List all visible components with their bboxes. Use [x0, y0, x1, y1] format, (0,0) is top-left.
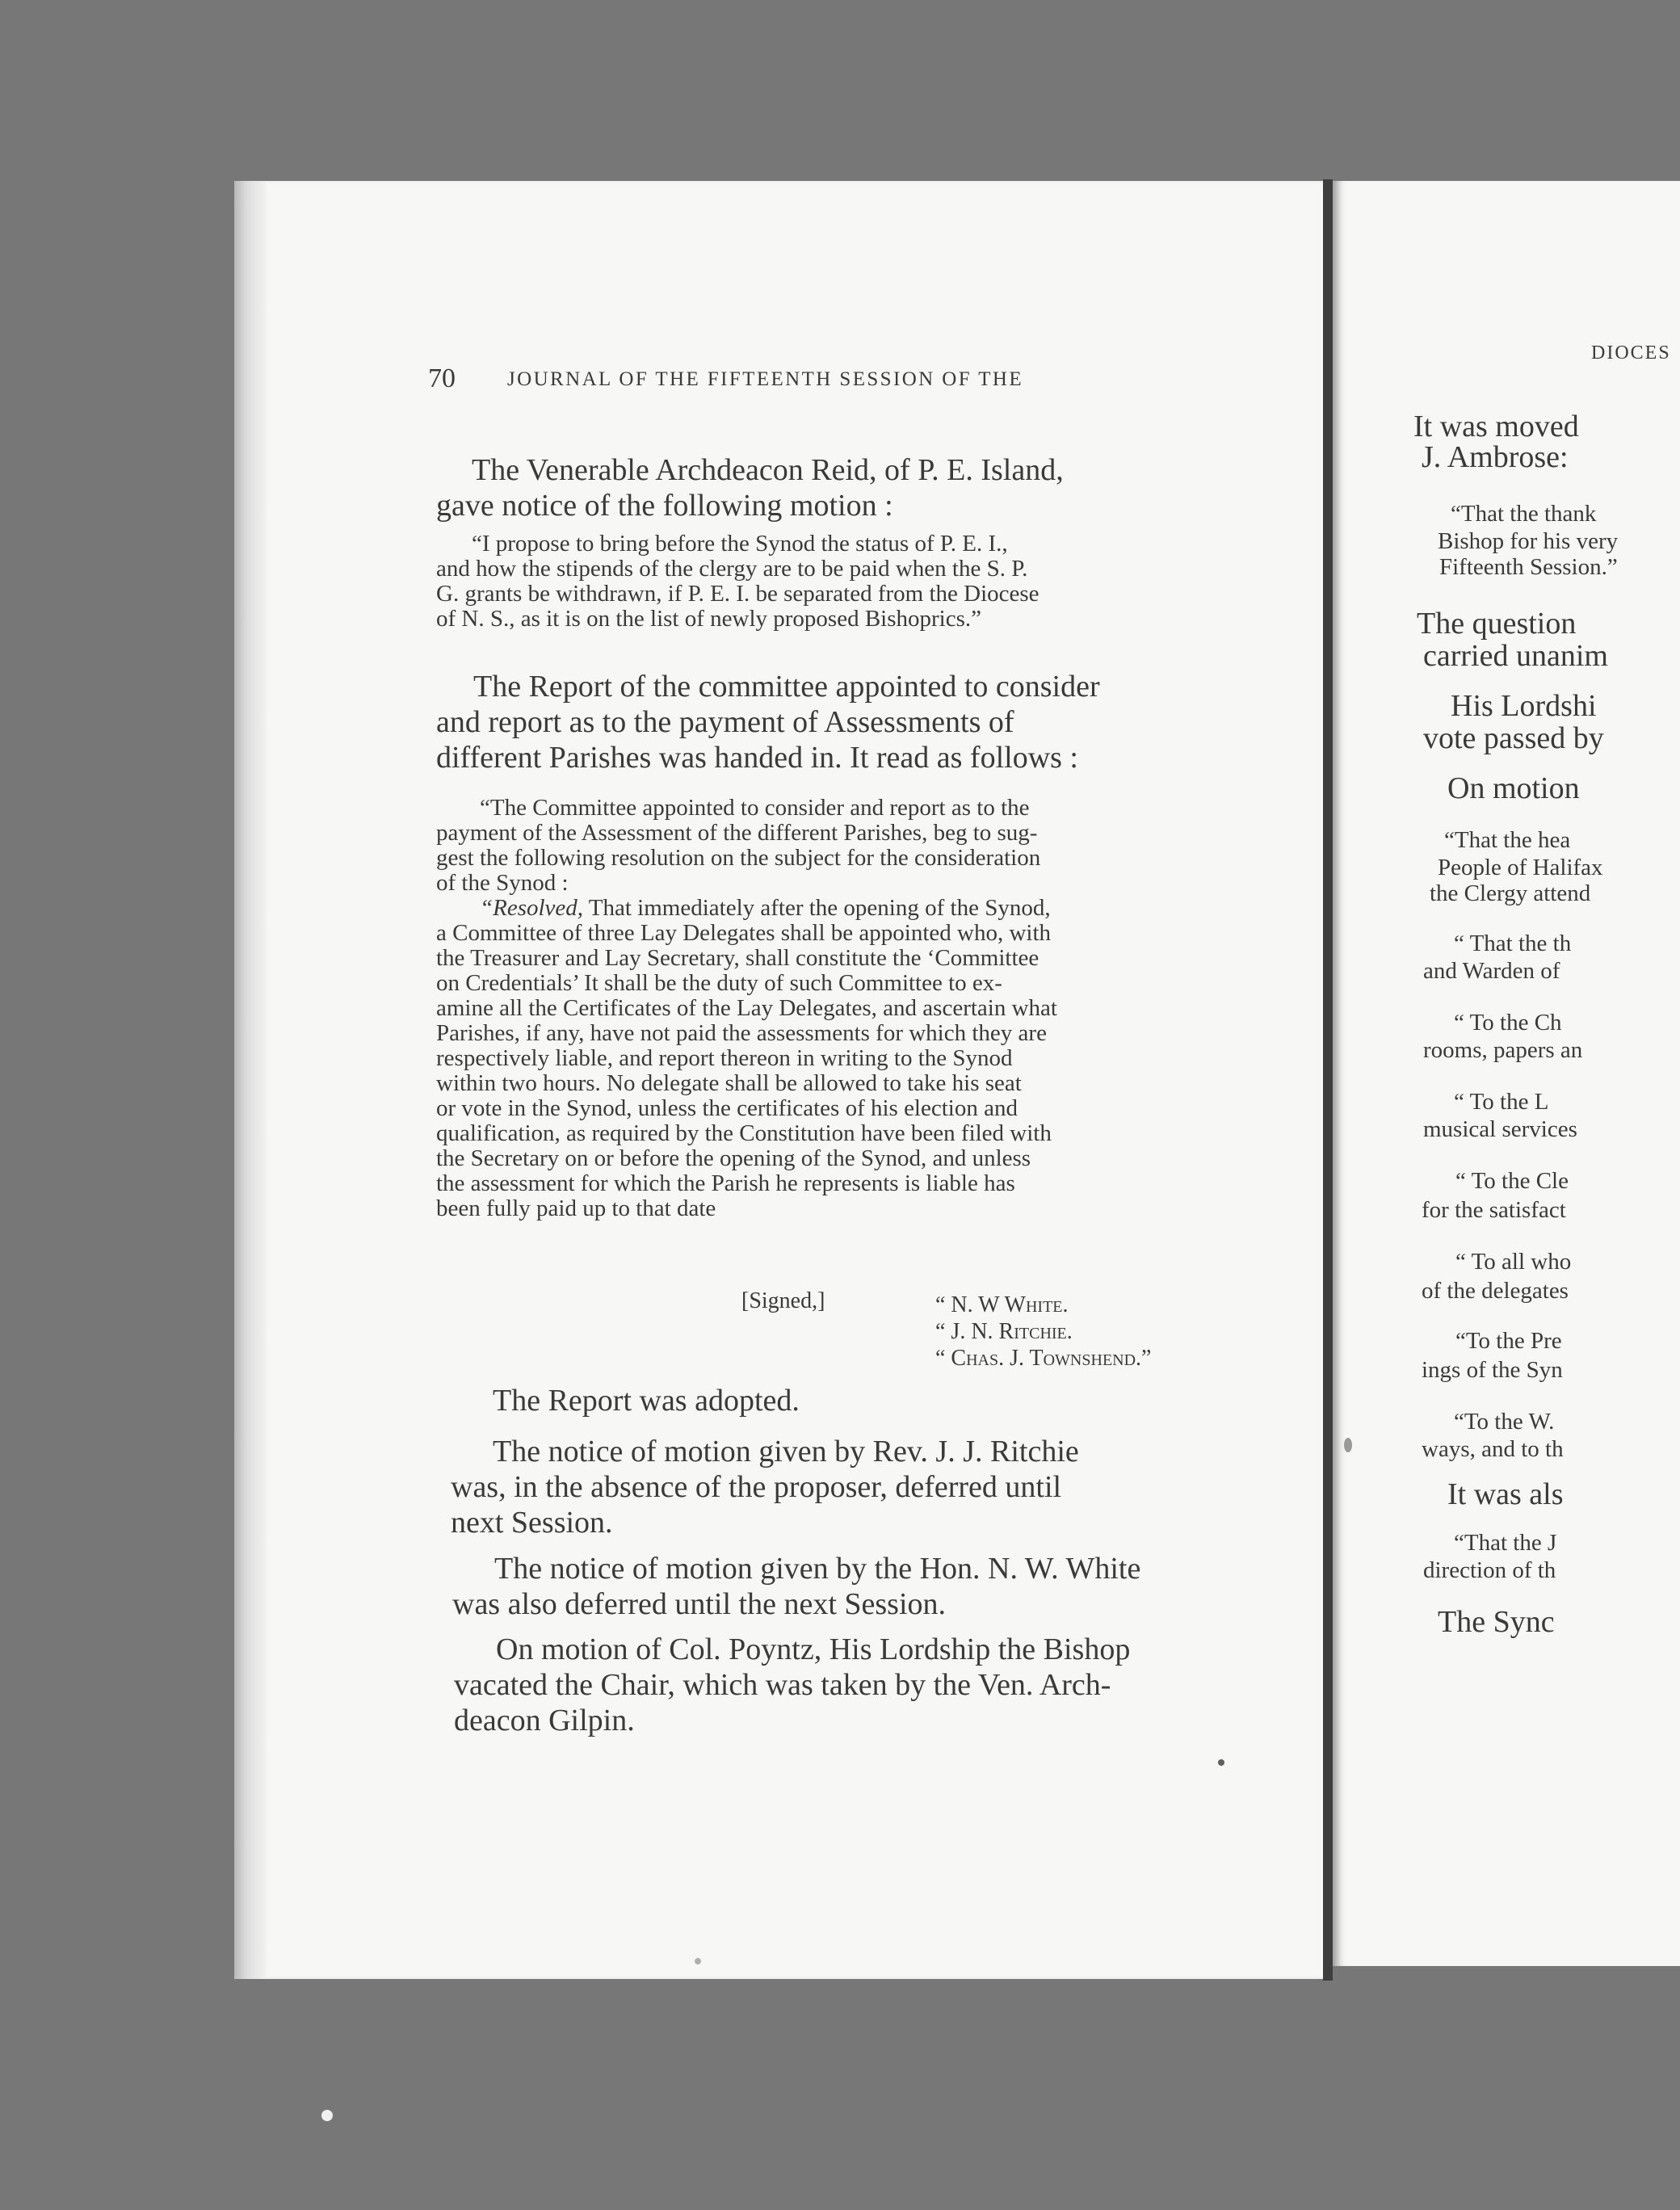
right-page-line: “ To the Cle	[1455, 1168, 1569, 1194]
text-line: and report as to the payment of Assessments of	[436, 705, 1014, 739]
resolved-first-line	[436, 896, 1218, 921]
right-page-line: direction of th	[1423, 1557, 1556, 1583]
right-page-line: “That the hea	[1444, 827, 1571, 853]
text-line: amine all the Certificates of the Lay Delegates, and ascertain what	[436, 995, 1057, 1021]
paragraph-bishop-vacated	[454, 1632, 1241, 1738]
signatory: “ J. N. Ritchie.	[935, 1319, 1073, 1344]
text-line: gest the following resolution on the subject for the consideration	[436, 845, 1041, 871]
text-line: or vote in the Synod, unless the certificates of his election and	[436, 1095, 1018, 1121]
text-line: qualification, as required by the Constitution have been filed with	[436, 1120, 1052, 1146]
text-line: within two hours. No delegate shall be allowed to take his seat	[436, 1070, 1022, 1096]
right-page-line: “To the Pre	[1455, 1328, 1562, 1354]
right-page-line: People of Halifax	[1438, 855, 1603, 880]
text-line: of the Synod :	[436, 870, 569, 896]
right-page-line: “That the thank	[1451, 501, 1597, 527]
right-page-line: “To the W.	[1454, 1409, 1555, 1435]
text-line: That immediately after the opening of the Synod,	[583, 895, 1051, 921]
text-line: different Parishes was handed in. It read as follows :	[436, 741, 1078, 775]
text-line: payment of the Assessment of the different Parishes, beg to sug-	[436, 820, 1038, 846]
text-line: vacated the Chair, which was taken by the Ven. Arch-	[454, 1668, 1111, 1702]
right-page-line: It was moved	[1413, 410, 1579, 443]
right-page-line: “ That the th	[1454, 931, 1572, 956]
text-line: a Committee of three Lay Delegates shall be appointed who, with	[436, 920, 1052, 946]
text-line: next Session.	[451, 1506, 613, 1540]
right-page-line: carried unanim	[1423, 639, 1608, 673]
dust-speck	[321, 2110, 333, 2121]
text-line: The Venerable Archdeacon Reid, of P. E. Island,	[472, 453, 1064, 487]
right-page-line: “ To all who	[1455, 1249, 1572, 1275]
right-page-line: His Lordshi	[1451, 689, 1597, 723]
text-line: The Report of the committee appointed to consider	[473, 670, 1100, 704]
text-line: the Secretary on or before the opening of the Synod, and unless	[436, 1145, 1031, 1171]
right-page-line: J. Ambrose:	[1422, 440, 1569, 474]
right-page-line: It was als	[1447, 1477, 1564, 1511]
text-line: and how the stipends of the clergy are to be paid when the S. P.	[436, 556, 1028, 582]
right-page	[1333, 181, 1680, 1966]
signed-label: [Signed,]	[741, 1288, 825, 1313]
right-page-line: and Warden of	[1423, 958, 1560, 984]
dust-speck	[1344, 1438, 1352, 1452]
right-page-line: The Sync	[1438, 1605, 1555, 1639]
paragraph-report-handed-in	[436, 669, 1212, 775]
right-page-line: “ To the Ch	[1454, 1010, 1562, 1036]
text-line: respectively liable, and report thereon in writing to the Synod	[436, 1045, 1013, 1071]
text-line: the Treasurer and Lay Secretary, shall constitute the ‘Committee	[436, 945, 1040, 971]
text-line: on Credentials’ It shall be the duty of such Committee to ex-	[436, 970, 1002, 996]
paragraph-archdeacon-notice	[436, 452, 1208, 523]
quote-committee-report	[436, 796, 1218, 1221]
right-page-line: musical services	[1423, 1116, 1577, 1142]
text-line: deacon Gilpin.	[454, 1704, 635, 1737]
right-page-line: rooms, papers an	[1423, 1037, 1583, 1063]
text-line: was, in the absence of the proposer, deferred until	[451, 1470, 1062, 1504]
paragraph-ritchie-deferred	[451, 1434, 1234, 1540]
running-head: JOURNAL OF THE FIFTEENTH SESSION OF THE	[507, 368, 1024, 390]
page-number: 70	[428, 363, 456, 393]
paragraph-report-adopted: The Report was adopted.	[493, 1384, 800, 1418]
text-line: was also deferred until the next Session.	[452, 1587, 947, 1621]
text-line: gave notice of the following motion :	[436, 489, 893, 523]
resolved-italic: “Resolved,	[480, 895, 584, 921]
text-line: The notice of motion given by Rev. J. J. Ritchie	[493, 1435, 1079, 1468]
page-edge-shadow	[234, 181, 267, 1979]
text-line: On motion of Col. Poyntz, His Lordship the Bishop	[496, 1632, 1131, 1666]
right-page-line: vote passed by	[1423, 721, 1604, 755]
dust-speck	[1218, 1759, 1224, 1766]
right-page-line: of the delegates	[1422, 1278, 1569, 1304]
paragraph-white-deferred	[452, 1551, 1236, 1622]
signatory: “ N. W White.	[935, 1292, 1069, 1317]
text-line: G. grants be withdrawn, if P. E. I. be separated from the Diocese	[436, 581, 1040, 607]
text-line: of N. S., as it is on the list of newly proposed Bishoprics.”	[436, 606, 982, 632]
right-page-line: ings of the Syn	[1422, 1357, 1563, 1383]
right-page-line: “That the J	[1454, 1530, 1557, 1556]
right-running-head: DIOCES	[1591, 342, 1671, 363]
text-line: The notice of motion given by the Hon. N. W. White	[494, 1552, 1141, 1586]
signatory: “ Chas. J. Townshend.”	[935, 1346, 1152, 1371]
text-line: “The Committee appointed to consider and report as to the	[480, 795, 1030, 821]
book-gutter	[1323, 179, 1333, 1981]
quote-motion	[436, 531, 1212, 632]
right-page-line: The question	[1417, 607, 1577, 641]
right-page-line: “ To the L	[1454, 1089, 1549, 1115]
text-line: been fully paid up to that date	[436, 1195, 716, 1221]
right-page-line: Bishop for his very	[1438, 528, 1619, 554]
dust-speck	[695, 1958, 701, 1964]
right-page-line: the Clergy attend	[1430, 880, 1591, 906]
right-page-line: for the satisfact	[1422, 1197, 1566, 1223]
text-line: “I propose to bring before the Synod the status of P. E. I.,	[472, 531, 1008, 557]
right-page-line: On motion	[1447, 771, 1580, 805]
text-line: the assessment for which the Parish he represents is liable has	[436, 1170, 1015, 1196]
right-page-line: ways, and to th	[1422, 1436, 1564, 1462]
right-page-line: Fifteenth Session.”	[1439, 554, 1618, 580]
text-line: Parishes, if any, have not paid the assessments for which they are	[436, 1020, 1047, 1046]
